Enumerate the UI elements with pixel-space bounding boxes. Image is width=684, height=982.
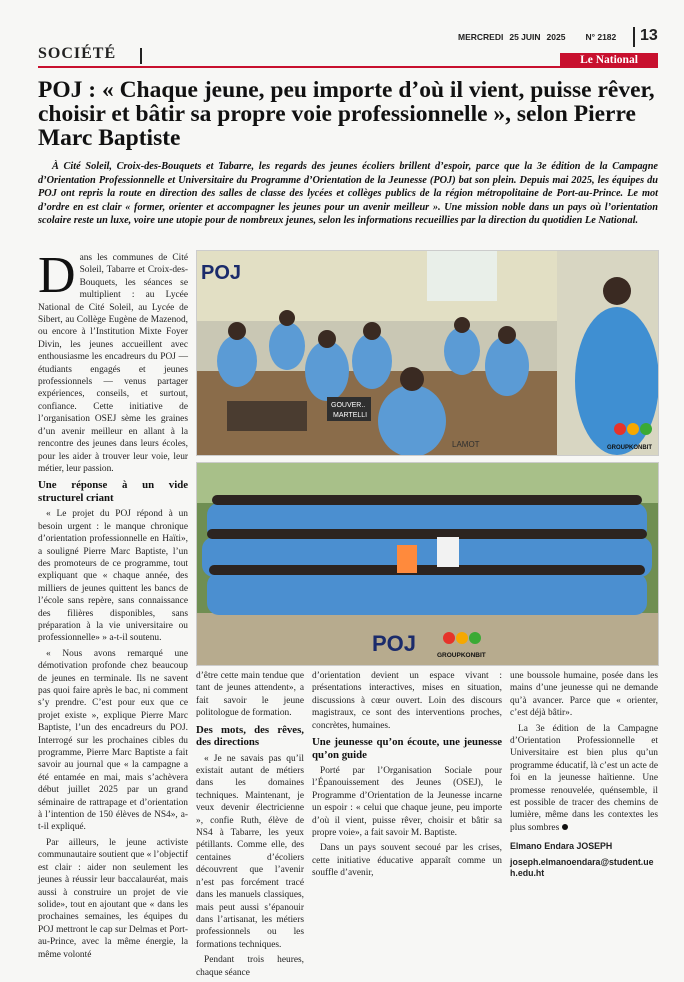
photo-group bbox=[196, 462, 659, 666]
page-number: 13 bbox=[640, 27, 658, 44]
subhead-mots: Des mots, des rêves, des directions bbox=[196, 723, 304, 749]
author-email[interactable]: joseph.elmanoendara@student.ueh.edu.ht bbox=[510, 856, 654, 878]
conclusion-text: La 3e édition de la Campagne d’Orientation Professionnelle et Universitaire est bien plus qu’un programme éducatif, là c’est un acte de foi en la jeunesse haïtienne. Une promesse renouvelée, quénsemble, il est possible de tracer des chemins de lumière, même dans les contextes les plus sombres bbox=[510, 723, 658, 833]
paragraph-crises: Dans un pays souvent secoué par les crises, cette initiative éducative apparaît comme un souffle d’avenir, bbox=[312, 843, 502, 879]
paragraph-espace-vivant: d’orientation devient un espace vivant : présentations interactives, mises en situation, discussions à cœur ouvert. Loin des discours magistraux, ce sont des interventions proches, concrètes, humaines. bbox=[312, 671, 502, 731]
paragraph-main-tendue: d’être cette main tendue que tant de jeunes attendent», a fait savoir le jeune politologue de formation. bbox=[196, 671, 304, 719]
column-1 bbox=[38, 247, 188, 964]
paragraph-demotivation: « Nous avons remarqué une démotivation profonde chez beaucoup de jeunes en terminale. Ils ne savent pas quoi faire après le bac, ni comment s’y prendre. C’est pour eux que ce projet existe », explique Pierre Marc Baptiste, l’un des encadreurs du POJ. Interrogé sur les prochaines cibles du programme, Pierre Marc Baptiste a fait savoir au journal que « la campagne a été entamée en mai, mais s’achèvera début juillet 2025 par un grand séminaire de rattrapage et d’orientation à l’intention de 150 élèves de NS4», a-t-il expliqué. bbox=[38, 648, 188, 833]
photo1-sign1: GOUVER.. bbox=[331, 402, 366, 409]
end-mark-icon bbox=[562, 824, 568, 830]
paragraph-activiste: Par ailleurs, le jeune activiste communautaire soutient que « l’objectif est clair : aider non seulement les jeunes à réussir leur baccalauréat, mais aussi à construire un projet de vie solide», tout en ajoutant que « dans les prochaines semaines, les équipes du POJ mettront le cap sur Delmas et Port-au-Prince, avec la même énergie, la même volonté bbox=[38, 837, 188, 960]
issue-number: N° 2182 bbox=[585, 32, 617, 42]
photo1-sign3: LAMOT bbox=[452, 440, 480, 449]
page-number-divider bbox=[633, 27, 635, 47]
photo1-partner: GROUPKONBIT bbox=[607, 445, 652, 451]
article-title: POJ : « Chaque jeune, peu importe d’où il vient, puisse rêver, choisir et bâtir sa propre voie professionnelle », selon Pierre Marc Baptiste bbox=[38, 77, 655, 151]
paragraph-osej: Porté par l’Organisation Sociale pour l’Épanouissement des Jeunes (OSEJ), le Programme d’Orientation de la Jeunesse incarne un espoir : « celui que chaque jeune, peu importe d’où il vient, puisse rêver, choisir et bâtir sa propre voie», a fait savoir M. Baptiste. bbox=[312, 766, 502, 839]
article-lead: À Cité Soleil, Croix-des-Bouquets et Tabarre, les regards des jeunes écoliers brillent d’espoir, parce que la 3e édition de la Campagne d’Orientation Professionnelle et Universitaire du Programme d’Orientation de la Jeunesse (POJ) bat son plein. Depuis mai 2025, les équipes du POJ ont repris la route en direction des salles de classe des lycées et collèges publics de la région métropolitaine de Port-au-Prince. Le mot d’ordre en est clair « former, orienter et accompagner les jeunes pour un avenir meilleur ». Une mission noble dans un pays où l’orientation scolaire reste un luxe, voire une utopie pour de nombreux jeunes, selon les informations recueillies par la direction du quotidien Le National. bbox=[38, 161, 658, 227]
photo1-sign2: MARTELLI bbox=[333, 412, 368, 419]
paragraph-ruth: « Je ne savais pas qu’il existait autant de métiers dans les domaines techniques. Maintenant, je veux devenir électricienne », confie Ruth, élève de NS4 à Tabarre, les yeux pétillants. Comme elle, des centaines d’écoliers découvrent que l’avenir n’est pas forcément tracé dans les manuels classiques, mais peut aussi s’épanouir dans l’artisanat, les métiers professionnels ou les formations techniques. bbox=[196, 753, 304, 950]
paragraph-seance: Pendant trois heures, chaque séance bbox=[196, 955, 304, 978]
column-3 bbox=[312, 670, 502, 883]
photo2-partner: GROUPKONBIT bbox=[437, 652, 486, 659]
paragraph-boussole: une boussole humaine, posée dans les mains d’une jeunesse qui ne demande qu’à avancer. Parce que « orienter, c’est déjà bâtir». bbox=[510, 671, 658, 719]
photo1-logo: POJ bbox=[201, 262, 242, 284]
rubrique-divider bbox=[140, 48, 142, 64]
photo2-logo: POJ bbox=[372, 631, 417, 656]
issue-day: MERCREDI bbox=[458, 32, 504, 42]
subhead-jeunesse: Une jeunesse qu’on écoute, une jeunesse qu’on guide bbox=[312, 736, 502, 761]
article-author: Elmano Endara JOSEPH bbox=[510, 841, 613, 852]
drop-cap: D bbox=[38, 247, 76, 304]
issue-dateline bbox=[458, 32, 622, 42]
section-rubrique: SOCIÉTÉ bbox=[38, 45, 117, 62]
issue-year: 2025 bbox=[546, 32, 566, 42]
subhead-reponse: Une réponse à un vide structurel criant bbox=[38, 479, 188, 504]
issue-date: 25 JUIN bbox=[509, 32, 541, 42]
photo-classroom bbox=[196, 250, 659, 456]
newspaper-brand: Le National bbox=[560, 53, 658, 68]
partner-logo-icon bbox=[443, 632, 481, 644]
paragraph-conclusion bbox=[510, 723, 658, 835]
paragraph-intro: ans les communes de Cité Soleil, Tabarre et Croix-des-Bouquets, les séances se multiplient : au Lycée National de Cité Soleil, au Lycée de Sibert, au Collège Eugène de Mazenod, ou encore à l’Institution Mixte Foyer Divin, les jeunes accueillent avec enthousiasme les encadreurs du POJ — étudiants engagés et jeunes professionnels — venus partager expériences, conseils, et surtout, confiance. Cette initiative de l’organisation OSEJ sème les graines d’un avenir meilleur en allant à la rencontre des jeunes dans leurs écoles, pour les aider à trouver leur voie, leur métier, leur passion. bbox=[38, 253, 188, 474]
column-4 bbox=[510, 670, 658, 879]
paragraph-besoin: « Le projet du POJ répond à un besoin urgent : le manque chronique d’orientation professionnelle en Haïti», a souligné Pierre Marc Baptiste, l’un des promoteurs de ce programme, tout expliquant que « chaque année, des milliers de jeunes quittent les bancs de l’école sans repère, sans connaissance des filières disponibles, sans préparation à la vie universitaire ou professionnelle» » a-t-il soutenu. bbox=[38, 509, 188, 644]
column-2 bbox=[196, 670, 304, 982]
partner-logo-icon bbox=[614, 423, 652, 435]
